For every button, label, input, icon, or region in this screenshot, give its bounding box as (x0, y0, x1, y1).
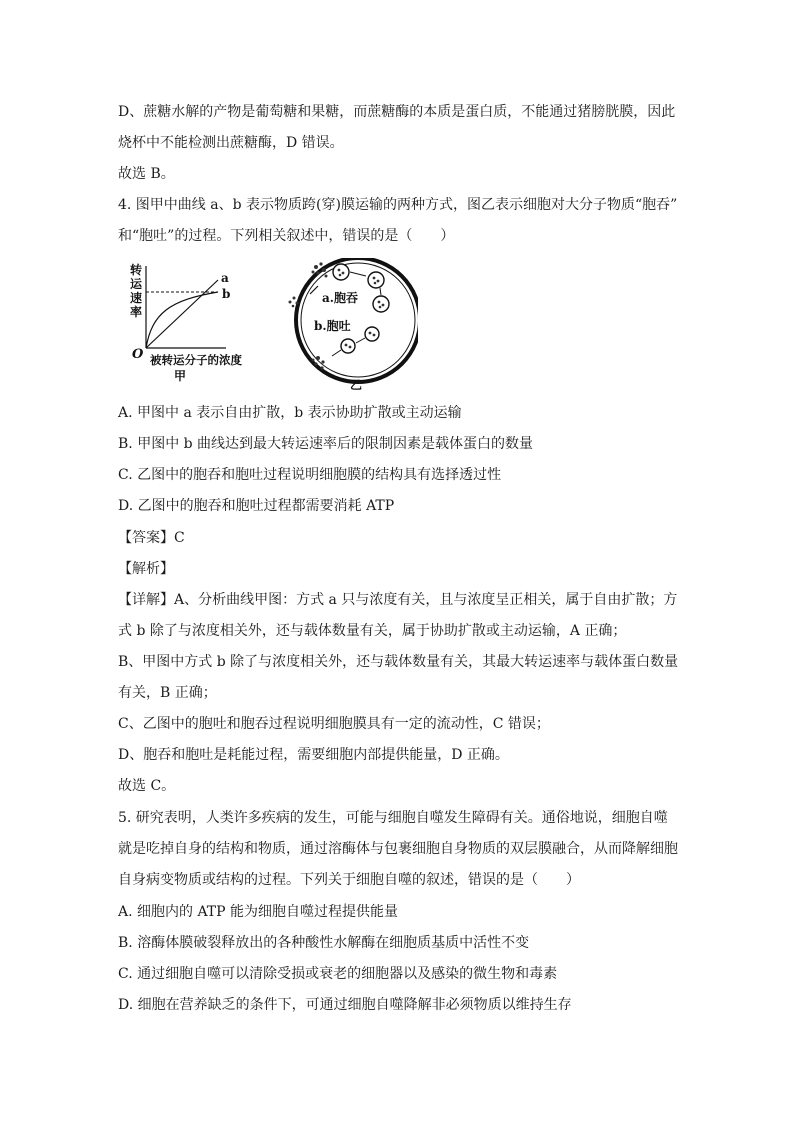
option-d: D. 细胞在营养缺乏的条件下，可通过细胞自噬降解非必须物质以维持生存 (118, 997, 572, 1013)
explanation-line: C、乙图中的胞吐和胞吞过程说明细胞膜具有一定的流动性，C 错误； (118, 716, 550, 732)
explanation-line: D、胞吞和胞吐是耗能过程，需要细胞内部提供能量，D 正确。 (118, 747, 509, 763)
option-b: B. 甲图中 b 曲线达到最大转运速率后的限制因素是载体蛋白的数量 (118, 436, 534, 452)
curve-a-label: a (221, 271, 229, 285)
question-5-stem: 就是吃掉自身的结构和物质，通过溶酶体与包裹细胞自身物质的双层膜融合，从而降解细胞 (118, 841, 678, 857)
text-line: 故选 C。 (118, 778, 176, 794)
explanation-line: 式 b 除了与浓度相关外，还与载体数量有关，属于协助扩散或主动运输，A 正确； (118, 623, 627, 639)
explanation-line: 有关，B 正确； (118, 685, 217, 701)
text-line: 烧杯中不能检测出蔗糖酶，D 错误。 (118, 135, 344, 151)
option-a: A. 细胞内的 ATP 能为细胞自噬过程提供能量 (118, 904, 399, 920)
arrow (380, 288, 381, 295)
y-axis-label-char: 转 (130, 263, 143, 277)
option-c: C. 通过细胞自噬可以清除受损或衰老的细胞器以及感染的微生物和毒素 (118, 966, 558, 982)
vesicle (373, 296, 389, 312)
vesicle (341, 339, 355, 353)
y-axis-label-char: 率 (130, 305, 143, 319)
x-axis-label: 被转运分子的浓度 (150, 353, 242, 367)
option-a: A. 甲图中 a 表示自由扩散，b 表示协助扩散或主动运输 (118, 405, 462, 421)
vesicle (368, 272, 384, 288)
vesicle (333, 264, 349, 280)
option-d: D. 乙图中的胞吞和胞吐过程都需要消耗 ATP (118, 498, 395, 514)
text-line: 故选 B。 (118, 166, 175, 182)
figure-yi-caption: 乙 (350, 378, 363, 390)
vesicle (365, 327, 379, 341)
option-b: B. 溶酶体膜破裂释放出的各种酸性水解酶在细胞质基质中活性不变 (118, 935, 530, 951)
exocytosis-label: b.胞吐 (314, 319, 351, 333)
text-line: D、蔗糖水解的产物是葡萄糖和果糖，而蔗糖酶的本质是蛋白质，不能通过猪膀胱膜，因此 (118, 104, 676, 120)
figure-yi (289, 258, 419, 390)
option-c: C. 乙图中的胞吞和胞吐过程说明细胞膜的结构具有选择透过性 (118, 467, 502, 483)
answer-line: 【答案】C (118, 530, 185, 546)
explanation-line: B、甲图中方式 b 除了与浓度相关外，还与载体数量有关，其最大转运速率与载体蛋白数量 (118, 654, 679, 670)
arrow (332, 350, 341, 356)
question-5-stem: 自身病变物质或结构的过程。下列关于细胞自噬的叙述，错误的是（ ） (118, 872, 580, 888)
origin-label: O (132, 347, 144, 362)
analysis-heading: 【解析】 (118, 561, 174, 577)
question-4-stem: 和“胞吐”的过程。下列相关叙述中，错误的是（ ） (118, 228, 455, 244)
curve-a-line (146, 280, 218, 348)
curve-b-label: b (222, 287, 231, 301)
arrow (356, 338, 365, 343)
figure-jia-caption: 甲 (174, 369, 187, 383)
y-axis-label-char: 运 (130, 277, 143, 291)
explanation-line: 【详解】A、分析曲线甲图：方式 a 只与浓度有关，且与浓度呈正相关，属于自由扩散；方 (118, 592, 678, 608)
curve-b-line (146, 292, 218, 348)
question-5-stem: 5. 研究表明，人类许多疾病的发生，可能与细胞自噬发生障碍有关。通俗地说，细胞自噬 (118, 810, 668, 826)
figures-svg (118, 258, 418, 390)
endocytosis-label: a.胞吞 (322, 291, 358, 305)
question-4-figures (118, 258, 418, 390)
figure-jia (130, 262, 242, 383)
y-axis-label-char: 速 (130, 291, 143, 305)
question-4-stem: 4. 图甲中曲线 a、b 表示物质跨(穿)膜运输的两种方式，图乙表示细胞对大分子物质“胞吞” (118, 197, 678, 213)
arrow (350, 272, 366, 276)
